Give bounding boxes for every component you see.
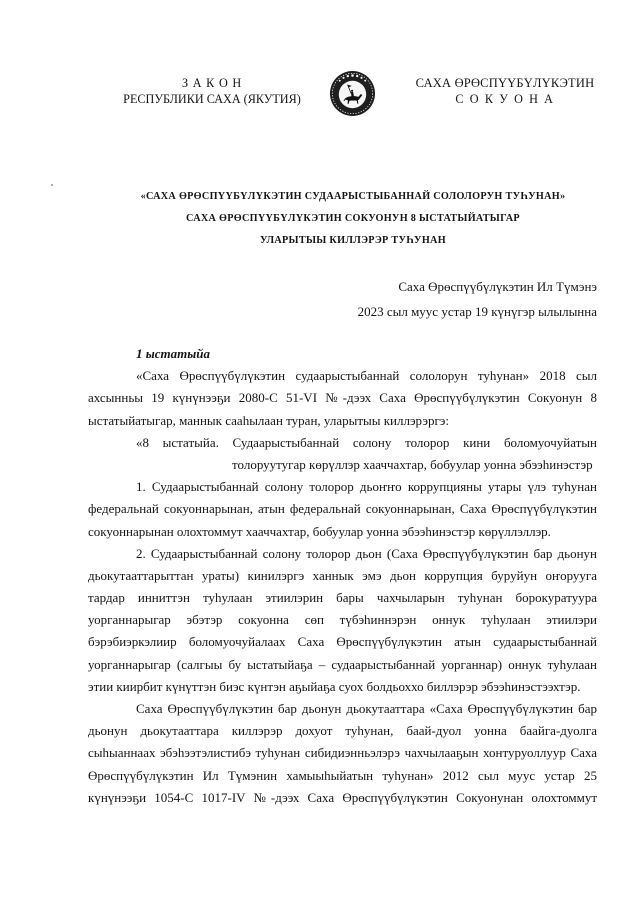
- paragraph-line: ыстатыйатыгар, маннык сааһылаан туран, уларытыы киллэрэргэ:: [88, 412, 449, 428]
- paragraph-line: «Саха Өрөспүүбүлүкэтин судаарыстыбаннай сололорун туһунан» 2018 сыл: [136, 368, 597, 384]
- paragraph-line: дьонун дьокутааттара киллэрэр дохуот туһунан, баай-дуол уонна баайга-дуолга: [88, 723, 597, 739]
- republic-name-yakut: САХА ӨРӨСПҮҮБҮЛҮКЭТИН: [415, 76, 595, 90]
- paragraph-line: Саха Өрөспүүбүлүкэтин бар дьонун дьокутааттара «Саха Өрөспүүбүлүкэтин бар: [136, 701, 597, 716]
- paragraph-line: сокуоннарынан олохтоммут хааччахтар, бобуулар уонна эбээһинэстэр көрүллэллэр.: [88, 523, 551, 539]
- adopting-body: Саха Өрөспүүбүлүкэтин Ил Түмэнэ: [398, 278, 597, 294]
- article-body: [88, 343, 597, 809]
- paragraph-line: «8 ыстатыйа. Судаарыстыбаннай солону толорор кини боломуочуйатын: [136, 434, 597, 450]
- title-line: САХА ӨРӨСПҮҮБҮЛҮКЭТИН СОКУОНУН 8 ЫСТАТЫЙАТЫГАР: [186, 213, 520, 224]
- paragraph-line: Өрөспүүбүлүкэтин Ил Түмэнин хамыыһыйатын туһунан» 2012 сыл муус устар 25: [88, 767, 597, 783]
- paragraph-line: күнүнээҕи 1054-С 1017-IV №-дээх Саха Өрөспүүбүлүкэтин Сокуонунан олохтоммут: [88, 789, 597, 805]
- paragraph-line: уорганнарыгар (салгыы бу ыстатыйаҕа – судаарыстыбаннай уорганнар) оннук туһулаан: [88, 656, 597, 672]
- adoption-block: [300, 274, 597, 324]
- article-heading: 1 ыстатыйа: [136, 346, 211, 361]
- law-word-yakut: С О К У О Н А: [455, 92, 555, 106]
- paragraph-line: федеральнай сокуоннарынан, атын федеральнай сокуоннарынан, Саха Өрөспүүбүлүкэтин: [88, 501, 597, 517]
- coat-of-arms-icon: [329, 70, 376, 117]
- paragraph-line: ахсынньы 19 күнүнээҕи 2080-С 51-VI №-дээх Саха Өрөспүүбүлүкэтин Сокуонун 8: [88, 390, 597, 406]
- paragraph-line: толоруутугар көрүллэр хааччахтар, бобуулар уонна эбээһинэстэр: [232, 456, 593, 472]
- paragraph-line: 1. Судаарыстыбаннай солону толорор дьоҥҥо коррупцияны утары үлэ туһунан: [136, 479, 597, 495]
- law-word: З А К О Н: [181, 76, 243, 90]
- title-line: УЛАРЫТЫЫ КИЛЛЭРЭР ТУҺУНАН: [260, 235, 446, 246]
- paragraph-line: тардар инниттэн туһулаан этиилэрин бары чахчыларын туһунан борокуратуура: [88, 590, 597, 606]
- paragraph-line: 2. Судаарыстыбаннай солону толорор дьон (Саха Өрөспүүбүлүкэтин бар дьонун: [136, 545, 597, 561]
- adoption-date: 2023 сыл муус устар 19 күнүгэр ылылынна: [357, 303, 597, 319]
- header-right-block: [405, 75, 605, 107]
- title-line: «САХА ӨРӨСПҮҮБҮЛҮКЭТИН СУДААРЫСТЫБАННАЙ СОЛОЛОРУН ТУҺУНАН»: [140, 191, 566, 202]
- republic-name-russian: РЕСПУБЛИКИ САХА (ЯКУТИЯ): [123, 92, 301, 106]
- paragraph-line: дьокутааттарыттан ураты) кинилэргэ ханнык эмэ дьон коррупция буруйун оҥорууга: [88, 567, 597, 583]
- paragraph-line: уорганнарыгар эбэтэр сокуонна сөп түбэһиннэрэн оннук туһулаан этиилэри: [88, 612, 597, 628]
- header-left-block: [112, 75, 312, 107]
- paragraph-line: бэрэбиэркэлиир боломуочуйалаах Саха Өрөспүүбүлүкэтин атын судаарыстыбаннай: [88, 634, 597, 650]
- paragraph-line: этии киирбит күнүттэн биэс күнтэн аҕыйаҕа суох болдьоххо биллэрэр эбээһинэстээхтэр.: [88, 678, 581, 694]
- document-title: [106, 186, 600, 252]
- scan-speck: [51, 184, 53, 186]
- paragraph-line: сыһыаннаах эбэһээтэлистибэ туһунан сибидиэнньэлэрэ чахчылааҕын хонтуруоллуур Саха: [88, 745, 597, 761]
